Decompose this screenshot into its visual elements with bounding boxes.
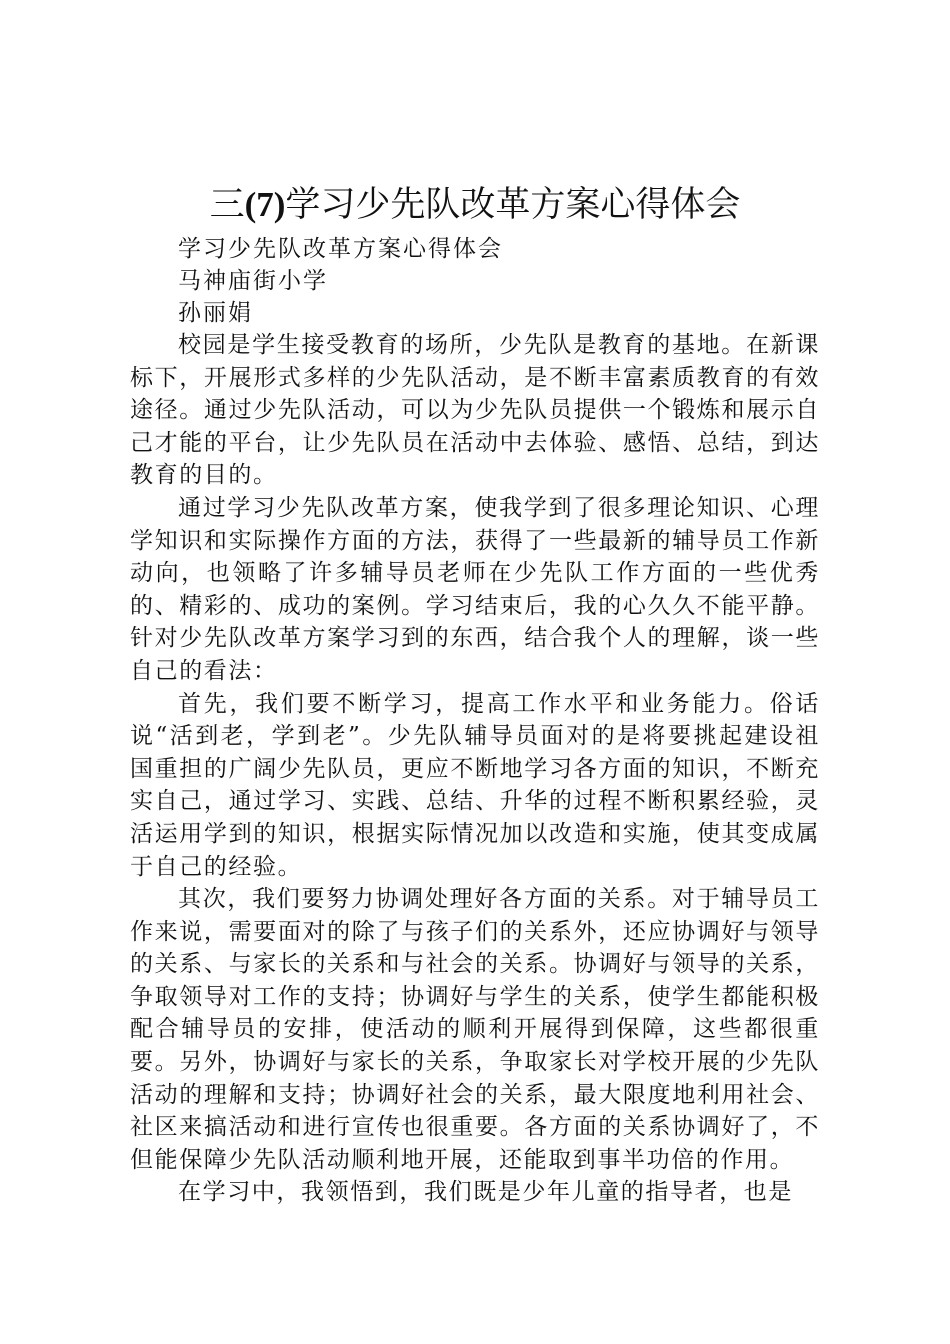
school-name: 马神庙街小学 [178, 268, 328, 294]
author-name: 孙丽娟 [178, 300, 253, 326]
paragraph-2: 通过学习少先队改革方案，使我学到了很多理论知识、心理学知识和实际操作方面的方法，获得了一些最新的辅导员工作新动向，也领略了许多辅导员老师在少先队工作方面的一些优秀的、精彩的、成功的案例。学习结束后，我的心久久不能平静。针对少先队改革方案学习到的东西，结合我个人的理解，谈一些自己的看法： [130, 494, 820, 684]
paragraph-4: 其次，我们要努力协调处理好各方面的关系。对于辅导员工作来说，需要面对的除了与孩子们的关系外，还应协调好与领导的关系、与家长的关系和与社会的关系。协调好与领导的关系，争取领导对工作的支持；协调好与学生的关系，使学生都能积极配合辅导员的安排，使活动的顺利开展得到保障，这些都很重要。另外，协调好与家长的关系，争取家长对学校开展的少先队活动的理解和支持；协调好社会的关系，最大限度地利用社会、社区来搞活动和进行宣传也很重要。各方面的关系协调好了，不但能保障少先队活动顺利地开展，还能取到事半功倍的作用。 [130, 886, 820, 1173]
title-number: (7) [244, 185, 286, 224]
subtitle: 学习少先队改革方案心得体会 [178, 236, 503, 262]
document-body [130, 233, 820, 1209]
document-title [0, 183, 950, 227]
paragraph-3: 首先，我们要不断学习，提高工作水平和业务能力。俗话说“活到老，学到老”。少先队辅导员面对的是将要挑起建设祖国重担的广阔少先队员，更应不断地学习各方面的知识，不断充实自己，通过学习、实践、总结、升华的过程不断积累经验，灵活运用学到的知识，根据实际情况加以改造和实施，使其变成属于自己的经验。 [130, 690, 820, 880]
paragraph-1: 校园是学生接受教育的场所，少先队是教育的基地。在新课标下，开展形式多样的少先队活动，是不断丰富素质教育的有效途径。通过少先队活动，可以为少先队员提供一个锻炼和展示自己才能的平台，让少先队员在活动中去体验、感悟、总结，到达教育的目的。 [130, 332, 820, 489]
paragraph-5: 在学习中，我领悟到，我们既是少年儿童的指导者，也是 [178, 1179, 793, 1206]
title-prefix: 三 [209, 185, 245, 224]
title-rest: 学习少先队改革方案心得体会 [285, 185, 741, 224]
